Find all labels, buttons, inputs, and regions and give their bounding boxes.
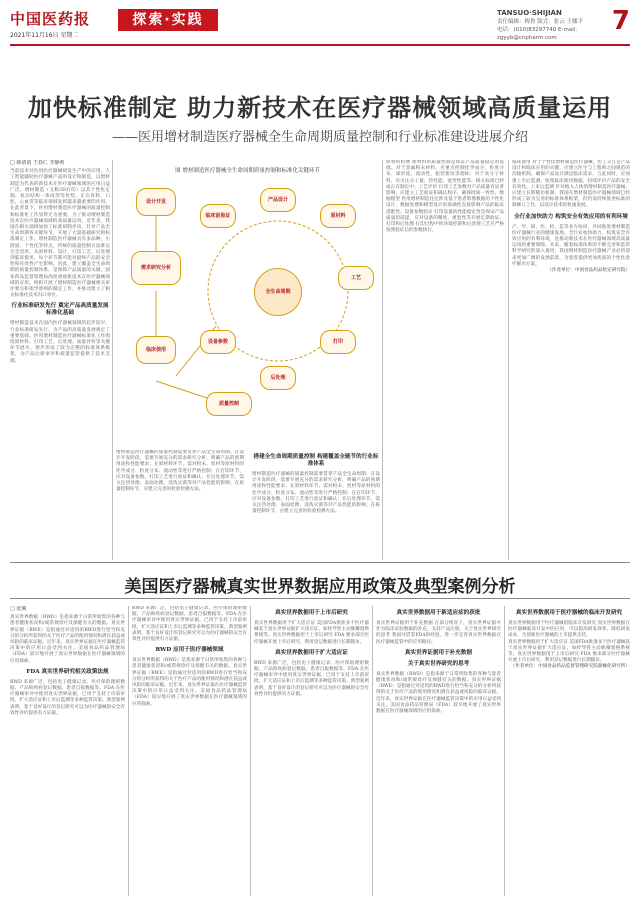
article1-subhead-2: 搭建全生命周期质量控制 构建覆盖全链节的行业标准体系	[253, 454, 379, 467]
node-c4: 工艺	[338, 266, 374, 290]
article2-column-3	[254, 606, 369, 896]
node-c3: 原材料	[320, 204, 356, 228]
node-left-mid: 需求研究分析	[131, 251, 181, 285]
page-number: 7	[611, 6, 630, 36]
article1-column-2b	[252, 450, 380, 558]
article2-body-4: 真实世界证据用于补充数据 在部分情况下，真实世界证据可作为临床试验数据的补充，支持产品注册。关于真实世界研究的思考 我国可借鉴FDA的经验，进一步完善真实世界数据在医疗器械监管中的应用路径。	[376, 621, 501, 645]
node-left-top: 设计开发	[136, 188, 176, 216]
article1-source: （作者单位：中国食品药品检定研究院）	[547, 268, 630, 274]
article2-subhead-1: FDA 真实世界研究相关政策法规	[26, 668, 109, 675]
article2-body-3b: RWD 来源广泛，包括电子健康记录、医疗保险理赔数据、产品和疾病登记数据、患者自报数据等。FDA 在医疗器械审评中使用真实世界证据，已用于支持上市前审批、扩大适应证和上市后监测等多种监管决策。典型案例表明，基于良好设计的登记研究可以为医疗器械的安全有效性评价提供有力证据。	[254, 660, 369, 697]
column-divider	[382, 160, 383, 560]
article2-subhead-4: 真实世界数据用于扩大适应证	[275, 649, 348, 656]
node-c2: 产品设计	[260, 188, 296, 212]
article-separator	[10, 562, 630, 563]
article2-subhead-5: 真实世界数据用于新适应症的获批	[396, 610, 481, 616]
article2-title: 美国医疗器械真实世界数据应用政策及典型案例分析	[124, 577, 516, 597]
column-divider	[250, 606, 251, 896]
article2-subhead-7: 真实世界数据用于医疗器械的临床开发研究	[515, 610, 623, 616]
article2-body-2: RWD 来源广泛，包括电子健康记录、医疗保险理赔数据、产品和疾病登记数据、患者自报数据等。FDA 在医疗器械审评中使用真实世界证据，已用于支持上市前审批、扩大适应证和上市后监测等多种监管决策。典型案例表明，基于良好设计的登记研究可以为医疗器械的安全有效性评价提供有力证据。	[132, 606, 247, 643]
node-c6: 后处理	[260, 366, 296, 390]
article1-subhead-1: 行业标准研发先行 奠定产品高质量发展标准化基础	[11, 303, 109, 317]
column-divider	[112, 160, 113, 560]
article2-body-4b: 真实世界数据（RWD）是指来源于日常所收集的各种与患者健康状况和/或常规诊疗及保健有关的数据。真实世界证据（RWE）是指通过对适用的RWD进行恰当和充分的分析所获得的关于医疗产品的使用情况和潜在获益或风险的临床证据。近年来，真实世界证据在医疗器械监管决策中的应用日益受到关注。美国食品药品管理局（FDA）较早地开展了真实世界数据在医疗器械领域的应用探索。	[376, 671, 501, 715]
article2-subhead-3: 真实世界数据用于上市后研究	[275, 610, 348, 616]
article2-body-1b: RWD 来源广泛，包括电子健康记录、医疗保险理赔数据、产品和疾病登记数据、患者自报数据等。FDA 在医疗器械审评中使用真实世界证据，已用于支持上市前审批、扩大适应证和上市后监测等多种监管决策。典型案例表明，基于良好设计的登记研究可以为医疗器械的安全有效性评价提供有力证据。	[10, 679, 125, 716]
article2-body-3: 真实世界数据用于扩大适应证 美国FDA批准多个医疗器械基于真实世界证据扩大适应证，如经导管主动脉瓣置换系统等。真实世界数据用于上市后研究 FDA 要求部分医疗器械开展上市后研究，利用登记数据进行长期随访。	[254, 621, 369, 645]
article2-subhead-6: 真实世界证据用于补充数据	[404, 649, 473, 656]
article1-body-1b: 增材制造技术在国内医疗器械领域的起步较早，行业标准研发先行，为产品的高质量发展奠定了重要基础。医用增材制造医疗器械标准化工作围绕原材料、打印工艺、后处理、质量评价等关键环节展开，逐步形成了较为完整的标准体系框架，为产品注册审评和质量监管提供了技术支撑。	[10, 321, 110, 364]
column-divider	[504, 606, 505, 896]
node-c8: 质量控制	[206, 392, 252, 416]
section-kicker: 探索·实践	[118, 9, 218, 31]
header-rule	[10, 44, 630, 46]
article2-body-1: 真实世界数据（RWD）是指来源于日常所收集的各种与患者健康状况和/或常规诊疗及保健有关的数据。真实世界证据（RWE）是指通过对适用的RWD进行恰当和充分的分析所获得的关于医疗产品的使用情况和潜在获益或风险的临床证据。近年来，真实世界证据在医疗器械监管决策中的应用日益受到关注。美国食品药品管理局（FDA）较早地开展了真实世界数据在医疗器械领域的应用探索。	[10, 615, 125, 664]
article2-column-1	[10, 606, 125, 896]
article1-body-2b: 增材制造医疗器械的质量控制需要贯穿产品全生命周期。在设计开发阶段，需要开展充分的需求研究分析，明确产品的预期用途和性能要求；在原材料环节，需对粉末、丝材等原材料的化学成分、粒度分布、流动性等进行严格控制；在打印环节，应对设备参数、打印工艺进行验证和确认；在后处理环节，需关注热处理、表面处理、清洗灭菌等对产品性能的影响；在质量控制环节，应建立完善的检验检测方法。	[252, 472, 380, 515]
article1-subtitle: ——医用增材制造医疗器械全生命周期质量控制和行业标准建设进展介绍	[111, 130, 528, 145]
article1-column-4	[512, 160, 630, 560]
node-c1: 临床前验证	[200, 204, 236, 228]
article1-column-2	[116, 450, 244, 558]
column-divider	[128, 606, 129, 896]
article2-title-rule	[10, 598, 630, 599]
article2-source: （作者单位：中国食品药品监督管理研究院器械化研究所）	[510, 664, 630, 670]
node-c5: 打印	[320, 330, 356, 354]
article2-body-5b: 真实世界数据用于扩大适应证 美国FDA批准多个医疗器械基于真实世界证据扩大适应证，如经导管主动脉瓣置换系统等。真实世界数据用于上市后研究 FDA 要求部分医疗器械开展上市后研究，利用登记数据进行长期随访。	[508, 639, 630, 664]
article2-column-5	[508, 606, 630, 896]
editor-line: 责任编辑：梅鲁 版式：张云 王娜平	[497, 19, 583, 25]
article2-body-5: 真实世界数据用于医疗器械的临床开发研究 真实世界数据在医疗器械临床开发中的应用，可以提高研发效率、降低研发成本，为创新医疗器械的上市提供支持。	[508, 621, 630, 639]
article1-body-2: 增材制造医疗器械的质量控制需要贯穿产品全生命周期。在设计开发阶段，需要开展充分的需求研究分析，明确产品的预期用途和性能要求；在原材料环节，需对粉末、丝材等原材料的化学成分、粒度分布、流动性等进行严格控制；在打印环节，应对设备参数、打印工艺进行验证和确认；在后处理环节，需关注热处理、表面处理、清洗灭菌等对产品性能的影响；在质量控制环节，应建立完善的检验检测方法。	[116, 450, 244, 493]
article1-subhead-3: 全行业加快助力 构筑安全有效应用的有利环境	[514, 213, 628, 220]
node-left-bottom: 临床使用	[136, 336, 176, 364]
column-divider	[372, 606, 373, 896]
section-name: TANSUO·SHIJIAN	[497, 9, 562, 17]
newspaper-logo: 中国医药报	[10, 10, 91, 28]
diagram-caption: 图 增材制造医疗器械全生命周期质量控制和标准化关键环节	[175, 168, 320, 174]
article1-body-3: 原材料检测 原材料的质量控制是保证产品质量稳定的基础。对于金属粉末材料，应重点控制化学成分、粒度分布、球形度、流动性、松装密度等指标；对于高分子材料，应关注分子量、热性能、流变性能等。相关标准已经或正在制定中。工艺评价 打印工艺参数对产品质量有显著影响，应建立工艺验证和确认程序，确保批间一致性。数据模型 医用增材制造往往涉及基于患者影像数据的个性化设计，数据处理和模型设计的准确性直接影响产品的临床适配性。设备参数验证 打印设备的性能稳定性是保证产品质量的前提，应对设备的精度、重复性等开展定期验证。打印和后处理 打印过程中的环境控制和后处理工艺应严格按照验证后的参数执行。	[386, 160, 504, 234]
article1-title: 加快标准制定 助力新技术在医疗器械领域高质量运用	[27, 93, 613, 122]
article1-body-4: 临床使用 对于个性化增材制造医疗器械，医工交互是产品设计和临床应用的关键。应建立医生与工程师之间规范的沟通机制，确保产品设计满足临床需求。与此同时，应加强上市后监测，收集临床使用数据，持续评价产品的安全有效性。上市后监测 针对植入人体的增材制造医疗器械，应建立长期随访机制。我国在增材制造医疗器械领域已经形成了较为完善的标准体系框架，但仍需持续推进标准的制修订工作，以适应技术的快速发展。	[512, 160, 630, 209]
node-c7: 设备参数	[200, 330, 236, 354]
node-center: 全生命周期	[254, 268, 302, 316]
article2-subhead-8: 关于真实世界研究的思考	[407, 660, 470, 667]
article2-column-2	[132, 606, 247, 896]
article1-column-3	[386, 160, 504, 560]
article2-body-2b: 真实世界数据（RWD）是指来源于日常所收集的各种与患者健康状况和/或常规诊疗及保健有关的数据。真实世界证据（RWE）是指通过对适用的RWD进行恰当和充分的分析所获得的关于医疗产品的使用情况和潜在获益或风险的临床证据。近年来，真实世界证据在医疗器械监管决策中的应用日益受到关注。美国食品药品管理局（FDA）较早地开展了真实世界数据在医疗器械领域的应用探索。	[132, 658, 247, 707]
article1-body-4b: 产、学、研、医、检、监等多方协同，共同推进增材制造医疗器械行业的健康发展。全行业加快助力，构筑安全有效应用的有利环境，是推动新技术在医疗器械领域高质量运用的重要保障。未来，随着标准体系的不断完善和监管科学研究的深入推进，我国增材制造医疗器械产业必将迎来更加广阔的发展前景，为患者提供更加优质的个性化诊疗解决方案。	[512, 224, 630, 267]
article1-body-1: 当前技术对医用医疗器械研发生产中的应用，人工智能辅助医疗器械产品的设计和制造，以增材制造为代表的新技术在医疗器械领域的应用日益广泛。增材制造（又称3D打印）以其个性化定制、复杂结构一体成型等优势，正在骨科、口腔、心血管等临床领域发挥越来越重要的作用。在此背景下，医用增材制造医疗器械的质量控制和标准化工作显得尤为重要。为了推动增材制造技术在医疗器械领域的高质量运用，近年来，我国在相关领域加快了标准研制步伐，针对产品全生命周期各关键环节，开展了大量基础研究和标准制定工作。增材制造医疗器械具有多品种、小批量、个性化等特点，传统的质量控制方法难以完全适用。从原材料、设计、打印工艺、后处理到临床使用，每个环节都可能对最终产品的安全性和有效性产生影响。因此，建立覆盖全生命周期的质量控制体系，是保障产品质量的关键。国家药品监督管理局高度重视新技术在医疗器械领域的应用，组织开展了增材制造医疗器械相关审评要点和指导原则的制定工作，并推动建立了相关标准化技术归口单位。	[10, 169, 110, 299]
article2-column-4	[376, 606, 501, 896]
article1-column-1	[10, 160, 110, 580]
contact-line: 电话：(010)83297740 E-mail：zgyyb@cnpharm.com	[497, 27, 581, 41]
article2-byline: □ 张翼	[10, 606, 27, 612]
article2-subhead-2: RWD 应用于医疗器械领域	[155, 647, 224, 654]
lifecycle-diagram	[116, 166, 379, 448]
column-divider	[508, 160, 509, 560]
editor-info	[497, 18, 630, 42]
page-header	[10, 6, 630, 44]
issue-date: 2021年11月16日 星期二	[10, 32, 79, 39]
article1-byline: □ 韩倩倩 王春仁 李静莉	[10, 160, 65, 166]
